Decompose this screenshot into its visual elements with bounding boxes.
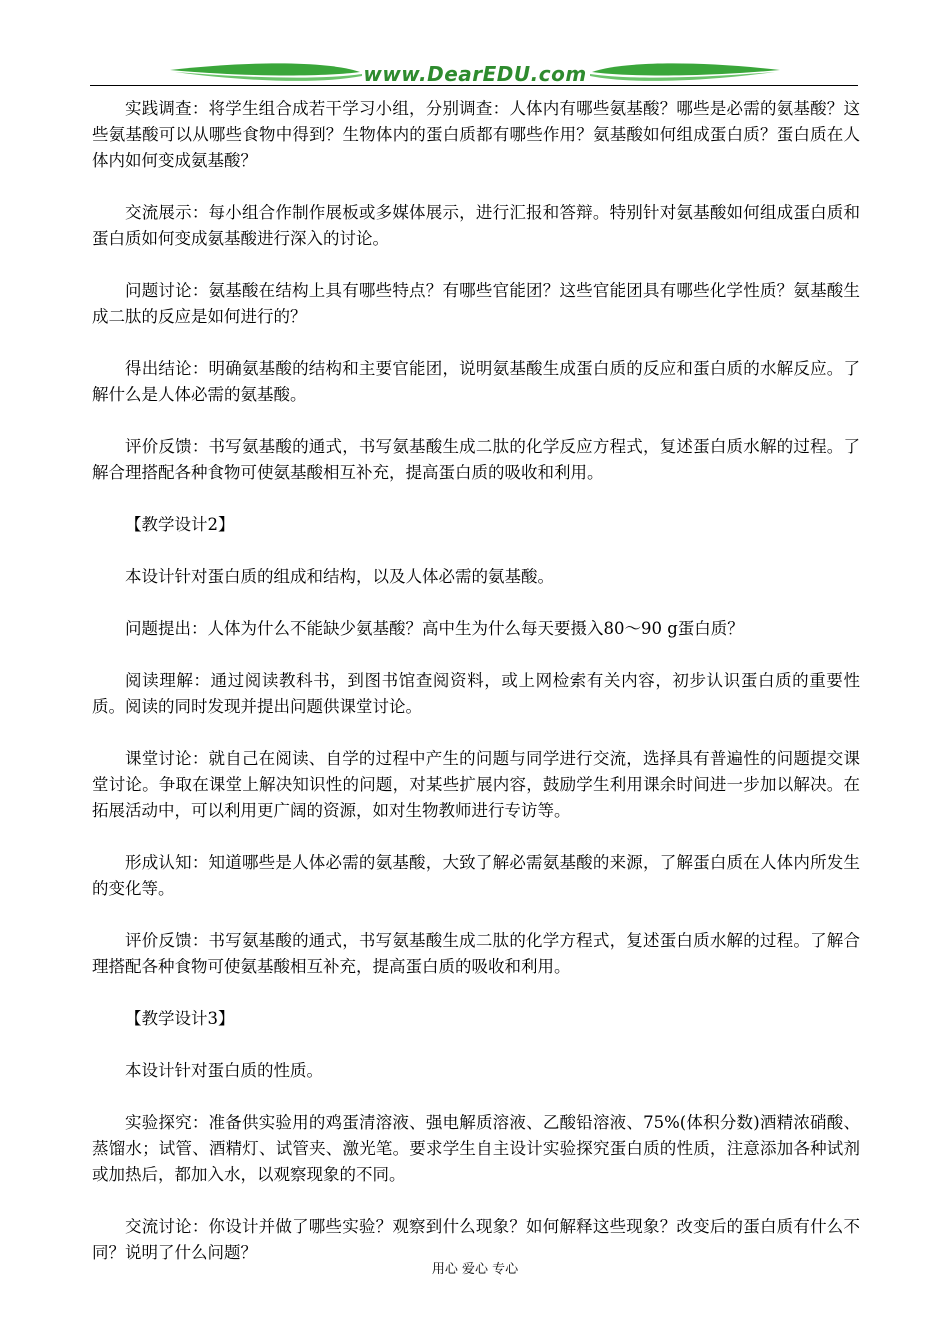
header-divider (90, 85, 858, 86)
paragraph-conclusion: 得出结论：明确氨基酸的结构和主要官能团，说明氨基酸生成蛋白质的反应和蛋白质的水解反应。了解什么是人体必需的氨基酸。 (92, 359, 860, 404)
page-footer: 用心 爱心 专心 (431, 1262, 519, 1277)
paragraph-design-3-intro: 本设计针对蛋白质的性质。 (125, 1061, 323, 1080)
paragraph-experiment-inquiry: 实验探究：准备供实验用的鸡蛋清溶液、强电解质溶液、乙酸铅溶液、75%(体积分数)酒精浓硝酸、蒸馏水；试管、酒精灯、试管夹、激光笔。要求学生自主设计实验探究蛋白质的性质，注意添加各种试剂或加热后，都加入水，以观察现象的不同。 (92, 1113, 860, 1184)
document-body (92, 96, 860, 1292)
paragraph-question-raised: 问题提出：人体为什么不能缺少氨基酸？高中生为什么每天要摄入80～90 g蛋白质？ (125, 619, 744, 638)
paragraph-reading-comprehension: 阅读理解：通过阅读教科书，到图书馆查阅资料，或上网检索有关内容，初步认识蛋白质的重要性质。阅读的同时发现并提出问题供课堂讨论。 (92, 671, 860, 716)
paragraph-evaluation-feedback-2: 评价反馈：书写氨基酸的通式，书写氨基酸生成二肽的化学方程式，复述蛋白质水解的过程。了解合理搭配各种食物可使氨基酸相互补充，提高蛋白质的吸收和利用。 (92, 931, 860, 976)
paragraph-practice-survey: 实践调查：将学生组合成若干学习小组，分别调查：人体内有哪些氨基酸？哪些是必需的氨基酸？这些氨基酸可以从哪些食物中得到？生物体内的蛋白质都有哪些作用？氨基酸如何组成蛋白质？蛋白质在人体内如何变成氨基酸？ (92, 99, 860, 170)
paragraph-problem-discussion: 问题讨论：氨基酸在结构上具有哪些特点？有哪些官能团？这些官能团具有哪些化学性质？氨基酸生成二肽的反应是如何进行的？ (92, 281, 860, 326)
paragraph-class-discussion: 课堂讨论：就自己在阅读、自学的过程中产生的问题与同学进行交流，选择具有普遍性的问题提交课堂讨论。争取在课堂上解决知识性的问题，对某些扩展内容，鼓励学生利用课余时间进一步加以解决。在拓展活动中，可以利用更广阔的资源，如对生物教师进行专访等。 (92, 749, 860, 820)
section-heading-design-3: 【教学设计3】 (125, 1009, 235, 1028)
site-logo-text: www.DearEDU.com (363, 62, 587, 86)
paragraph-exchange-discussion: 交流讨论：你设计并做了哪些实验？观察到什么现象？如何解释这些现象？改变后的蛋白质有什么不同？说明了什么问题？ (92, 1217, 860, 1262)
paragraph-design-2-intro: 本设计针对蛋白质的组成和结构，以及人体必需的氨基酸。 (125, 567, 554, 586)
paragraph-forming-cognition: 形成认知：知道哪些是人体必需的氨基酸，大致了解必需氨基酸的来源，了解蛋白质在人体内所发生的变化等。 (92, 853, 860, 898)
paragraph-exchange-display: 交流展示：每小组合作制作展板或多媒体展示，进行汇报和答辩。特别针对氨基酸如何组成蛋白质和蛋白质如何变成氨基酸进行深入的讨论。 (92, 203, 860, 248)
section-heading-design-2: 【教学设计2】 (125, 515, 235, 534)
page-header (0, 52, 950, 100)
paragraph-evaluation-feedback-1: 评价反馈：书写氨基酸的通式，书写氨基酸生成二肽的化学反应方程式，复述蛋白质水解的过程。了解合理搭配各种食物可使氨基酸相互补充，提高蛋白质的吸收和利用。 (92, 437, 860, 482)
